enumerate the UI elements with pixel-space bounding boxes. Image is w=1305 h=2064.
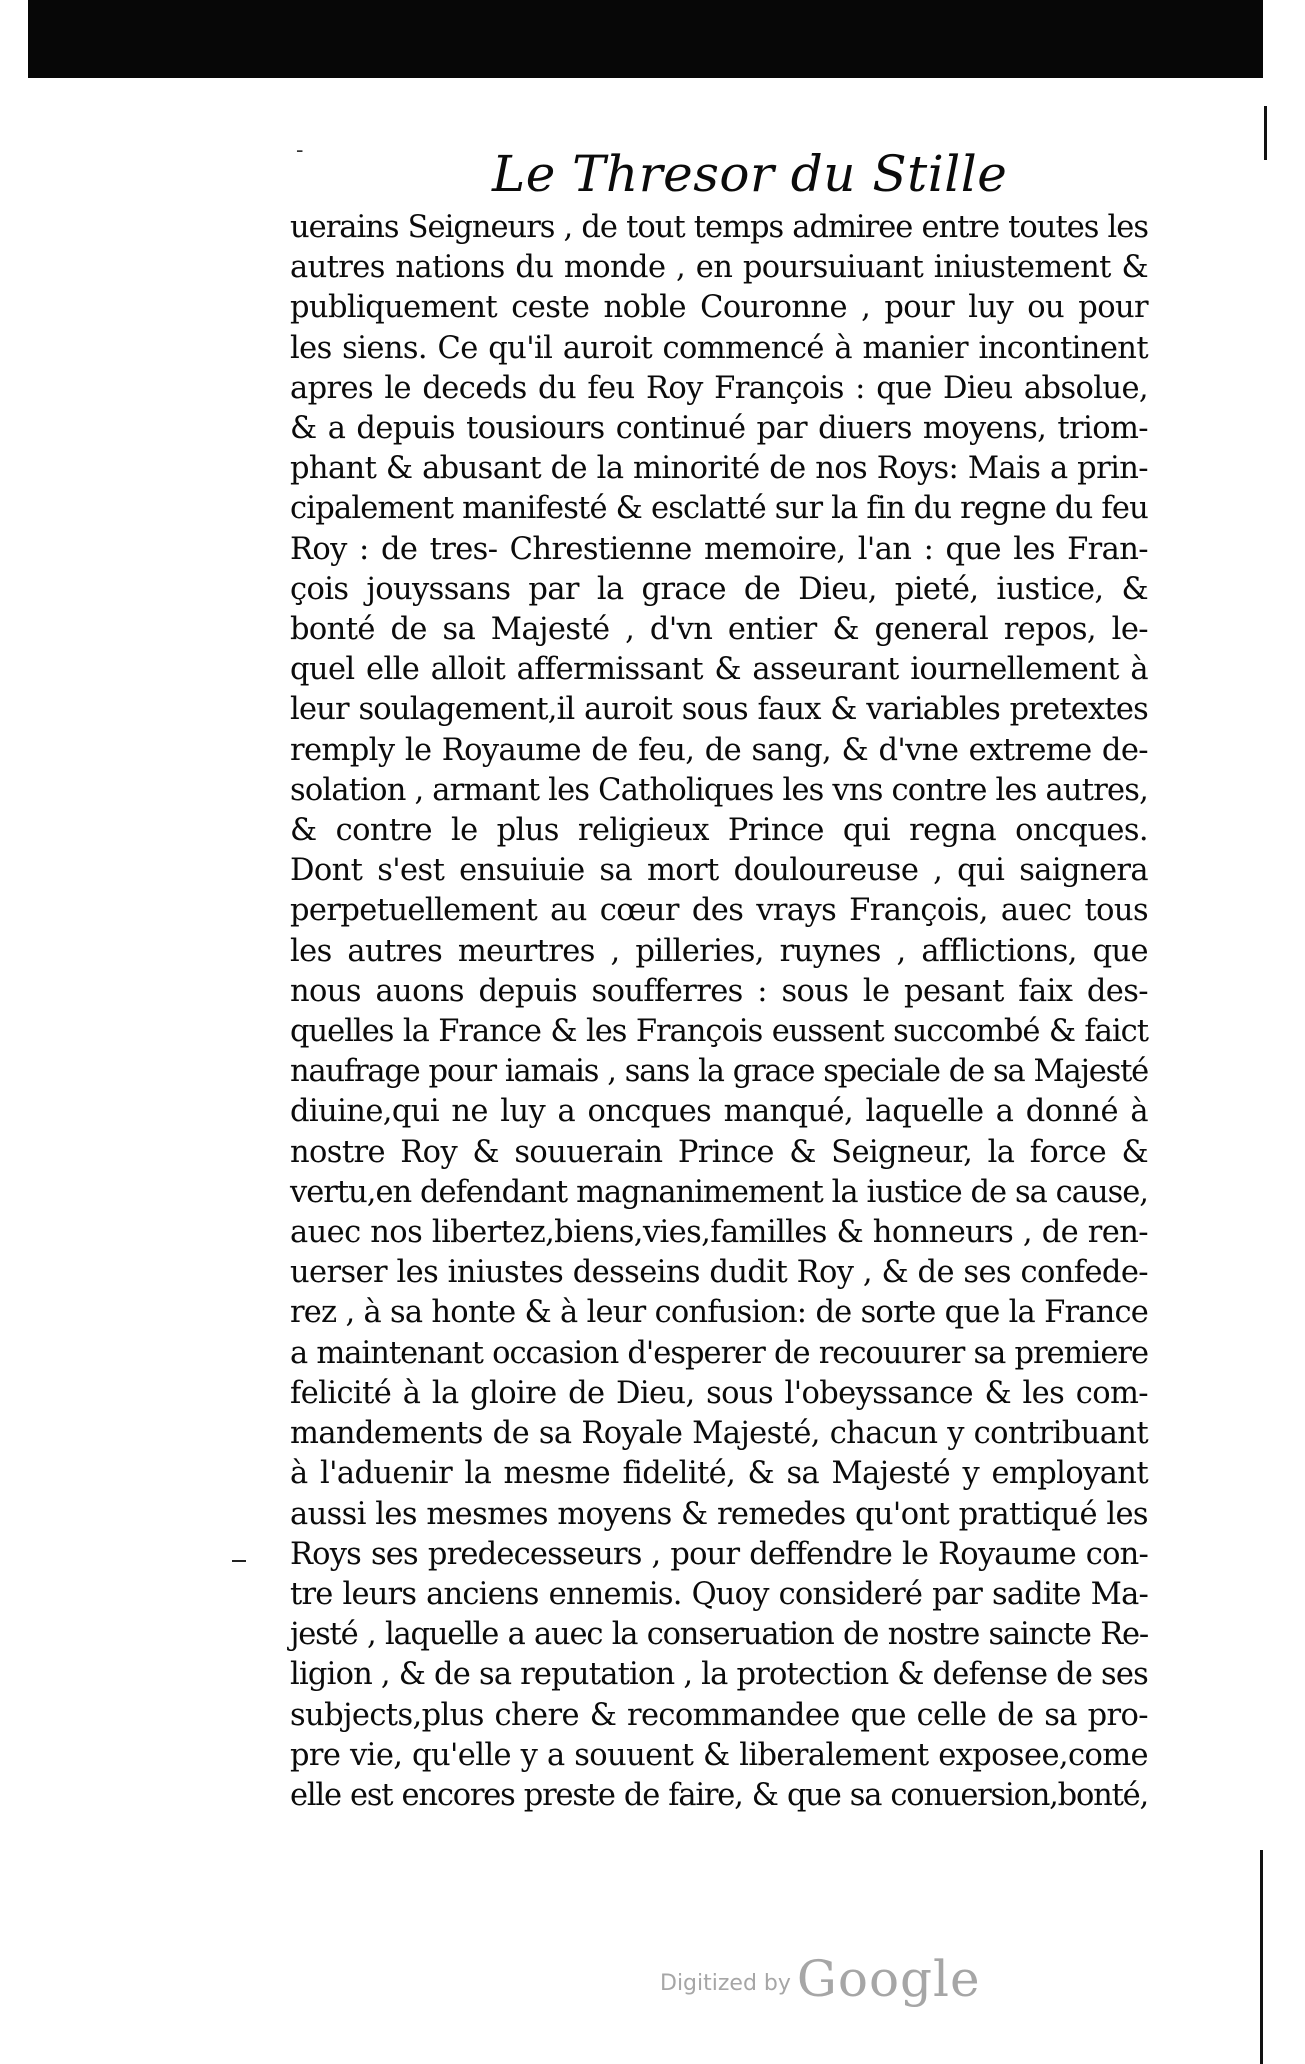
body-line: elle est encores preste de faire, & que sa conuersion,bonté, <box>290 1777 1148 1813</box>
body-line: naufrage pour iamais , sans la grace speciale de sa Majesté <box>290 1054 1148 1090</box>
body-line: uerser les iniustes desseins dudit Roy , & de ses confede- <box>290 1255 1148 1291</box>
body-line: remply le Royaume de feu, de sang, & d'vne extreme de- <box>290 732 1148 768</box>
body-line: leur soulagement,il auroit sous faux & variables pretextes <box>290 692 1148 728</box>
body-line: tre leurs anciens ennemis. Quoy consideré par sadite Ma- <box>290 1576 1148 1612</box>
body-line: çois jouyssans par la grace de Dieu, pieté, iustice, & <box>290 571 1148 607</box>
body-line: diuine,qui ne luy a oncques manqué, laquelle a donné à <box>290 1094 1148 1130</box>
body-line: a maintenant occasion d'esperer de recouurer sa premiere <box>290 1335 1148 1371</box>
body-line: apres le deceds du feu Roy François : que Dieu absolue, <box>290 370 1148 406</box>
body-line: quelles la France & les François eussent succombé & faict <box>290 1014 1148 1050</box>
body-line: Dont s'est ensuiuie sa mort douloureuse , qui saignera <box>290 853 1148 889</box>
margin-ink-mark: - <box>296 138 304 163</box>
digitized-prefix: Digitized by <box>660 1971 791 1996</box>
body-line: vertu,en defendant magnanimement la iustice de sa cause, <box>290 1174 1148 1210</box>
body-line: rez , à sa honte & à leur confusion: de sorte que la France <box>290 1295 1148 1331</box>
body-line: ligion , & de sa reputation , la protection & defense de ses <box>290 1657 1148 1693</box>
margin-rule-bottom <box>1260 1850 1263 2064</box>
body-line: Roys ses predecesseurs , pour deffendre le Royaume con- <box>290 1536 1148 1572</box>
body-line: solation , armant les Catholiques les vns contre les autres, <box>290 772 1148 808</box>
body-line: jesté , laquelle a auec la conseruation de nostre saincte Re- <box>290 1617 1148 1653</box>
margin-rule-top <box>1264 106 1267 160</box>
body-line: nous auons depuis soufferres : sous le pesant faix des- <box>290 973 1148 1009</box>
body-line: auec nos libertez,biens,vies,familles & honneurs , de ren- <box>290 1215 1148 1251</box>
body-line: les siens. Ce qu'il auroit commencé à manier incontinent <box>290 330 1148 366</box>
body-line: autres nations du monde , en poursuiuant iniustement & <box>290 250 1148 286</box>
body-line: à l'aduenir la mesme fidelité, & sa Majesté y employant <box>290 1456 1148 1492</box>
book-page <box>0 78 1305 2064</box>
body-line: quel elle alloit affermissant & asseurant iournellement à <box>290 652 1148 688</box>
body-line: bonté de sa Majesté , d'vn entier & general repos, le- <box>290 612 1148 648</box>
body-line: les autres meurtres , pilleries, ruynes , afflictions, que <box>290 933 1148 969</box>
body-line: subjects,plus chere & recommandee que celle de sa pro- <box>290 1697 1148 1733</box>
body-line: mandements de sa Royale Majesté, chacun y contribuant <box>290 1416 1148 1452</box>
body-line: Roy : de tres- Chrestienne memoire, l'an : que les Fran- <box>290 531 1148 567</box>
body-line: perpetuellement au cœur des vrays François, auec tous <box>290 893 1148 929</box>
body-line: phant & abusant de la minorité de nos Roys: Mais a prin- <box>290 451 1148 487</box>
google-logo-text: Google <box>796 1950 981 2008</box>
body-line: & contre le plus religieux Prince qui regna oncques. <box>290 813 1148 849</box>
digitized-watermark <box>660 1950 981 2008</box>
scan-top-band <box>28 0 1263 78</box>
body-text <box>290 208 1148 1816</box>
body-line: pre vie, qu'elle y a souuent & liberalement exposee,come <box>290 1737 1148 1773</box>
body-line: aussi les mesmes moyens & remedes qu'ont prattiqué les <box>290 1496 1148 1532</box>
body-line: felicité à la gloire de Dieu, sous l'obeyssance & les com- <box>290 1375 1148 1411</box>
body-line: uerains Seigneurs , de tout temps admiree entre toutes les <box>290 210 1148 245</box>
running-head: Le Thresor du Stille <box>492 145 1008 203</box>
margin-ink-dash <box>232 1560 246 1562</box>
body-line: & a depuis tousiours continué par diuers moyens, triom- <box>290 411 1148 447</box>
body-line: publiquement ceste noble Couronne , pour luy ou pour <box>290 290 1148 326</box>
body-line: cipalement manifesté & esclatté sur la fin du regne du feu <box>290 491 1148 527</box>
body-line: nostre Roy & souuerain Prince & Seigneur, la force & <box>290 1134 1148 1170</box>
